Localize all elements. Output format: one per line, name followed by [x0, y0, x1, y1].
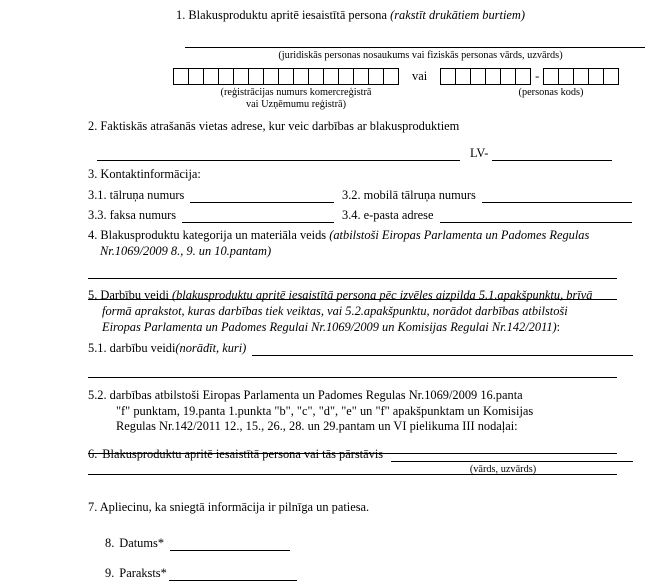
form-item-7 [88, 500, 633, 516]
item-1-number: 1. [176, 8, 186, 22]
item-3-3 [88, 208, 334, 223]
item-3-4-label: 3.4. e-pasta adrese [342, 207, 434, 222]
item-5-1-label-italic: (norādīt, kuri) [175, 340, 247, 355]
item-8-number: 8. [105, 536, 115, 550]
signature-field[interactable] [169, 568, 297, 581]
item-3-row-2 [88, 208, 633, 223]
registration-number-caption [171, 87, 421, 110]
item-3-row-1 [88, 188, 633, 203]
item-3-4 [342, 208, 632, 223]
email-field[interactable] [440, 209, 632, 222]
item-1-text: Blakusproduktu apritē iesaistītā persona [188, 8, 391, 22]
item-4-text-italic: (atbilstoši Eiropas Parlamenta un Padomes Regulas [329, 228, 590, 242]
registration-caption-line2: vai Uzņēmumu reģistrā) [245, 98, 347, 110]
item-5-colon: : [556, 319, 561, 334]
registration-caption-line1: (reģistrācijas numurs komercreģistrā [220, 87, 372, 99]
item-2-number: 2. [88, 119, 98, 133]
fax-number-field[interactable] [182, 209, 334, 222]
item-1-text-italic: (rakstīt drukātiem burtiem) [390, 8, 525, 22]
vai-label: vai [412, 69, 428, 84]
item-3-2-label: 3.2. mobilā tālruņa numurs [342, 187, 476, 202]
item-6-number: 6. [88, 447, 98, 461]
item-3-number: 3. [88, 167, 98, 181]
item-9-row [105, 566, 635, 581]
item-4-heading [88, 228, 633, 244]
code-box[interactable] [558, 68, 574, 85]
item-5-italic-line-3-wrap [102, 320, 633, 336]
item-2-heading [88, 119, 633, 135]
reg-box[interactable] [383, 68, 399, 85]
item-6-caption: (vārds, uzvārds) [469, 464, 537, 475]
reg-box[interactable] [278, 68, 294, 85]
item-5-2-line-3: Regulas Nr.142/2011 12., 15., 26., 28. un 29.pantam un VI pielikuma III nodaļai: [116, 419, 518, 434]
item-3-3-label: 3.3. faksa numurs [88, 207, 177, 222]
reg-box[interactable] [323, 68, 339, 85]
reg-box[interactable] [248, 68, 264, 85]
item-4-number: 4. [88, 228, 98, 242]
item-2-address-row [88, 145, 633, 161]
item-4-text-italic-2: Nr.1069/2009 8., 9. un 10.pantam) [100, 243, 272, 258]
reg-box[interactable] [218, 68, 234, 85]
item-5-1-row [88, 341, 633, 356]
item-5-heading [88, 288, 633, 304]
item-5-2-line-1: 5.2. darbības atbilstoši Eiropas Parlamenta un Padomes Regulas Nr.1069/2009 16.panta [88, 387, 523, 402]
item-1-heading [176, 8, 645, 24]
reg-box[interactable] [308, 68, 324, 85]
item-1-name-field[interactable] [185, 34, 645, 48]
item-7-text: Apliecinu, ka sniegtā informācija ir pilnīga un patiesa. [99, 500, 370, 514]
item-3-1 [88, 188, 334, 203]
form-item-8 [105, 536, 635, 551]
item-5-2-line-2: "f" punktam, 19.panta 1.punkta "b", "c", "d", "e" un "f" apakšpunktam un Komisijas [116, 403, 534, 418]
reg-box[interactable] [263, 68, 279, 85]
code-box[interactable] [543, 68, 559, 85]
registration-number-boxes[interactable] [173, 68, 399, 85]
item-2-address-field[interactable] [97, 147, 460, 161]
item-7-number: 7. [88, 500, 98, 514]
item-2-text: Faktiskās atrašanās vietas adrese, kur veic darbības ar blakusproduktiem [100, 119, 460, 133]
item-9-number: 9. [105, 566, 115, 580]
code-box[interactable] [440, 68, 456, 85]
form-item-9 [105, 566, 635, 581]
reg-box[interactable] [338, 68, 354, 85]
item-3-text: Kontaktinformācija: [100, 167, 201, 181]
code-box[interactable] [455, 68, 471, 85]
person-code-caption: (personas kods) [518, 87, 584, 99]
lv-prefix-label: LV- [470, 145, 489, 160]
code-box[interactable] [603, 68, 619, 85]
code-box[interactable] [485, 68, 501, 85]
item-4-text: Blakusproduktu kategorija un materiāla veids [100, 228, 330, 242]
item-1-code-captions [176, 85, 645, 111]
form-item-6 [88, 447, 633, 475]
reg-box[interactable] [233, 68, 249, 85]
reg-box[interactable] [353, 68, 369, 85]
person-code-boxes-left[interactable] [440, 68, 531, 85]
item-2-postal-code-field[interactable] [492, 147, 612, 161]
item-5-text-italic: (blakusproduktu apritē iesaistītā persona pēc izvēles aizpilda 5.1.apakšpunktu, brīvā [171, 288, 593, 302]
item-9-label: Paraksts* [119, 566, 167, 580]
item-3-1-label: 3.1. tālruņa numurs [88, 187, 185, 202]
reg-box[interactable] [173, 68, 189, 85]
item-5-1-field-line-2[interactable] [88, 364, 617, 378]
person-code-boxes-right[interactable] [543, 68, 619, 85]
item-7-heading [88, 500, 633, 516]
date-field[interactable] [170, 538, 290, 551]
phone-number-field[interactable] [190, 189, 334, 202]
form-item-3 [88, 167, 633, 223]
item-3-2 [342, 188, 632, 203]
mobile-number-field[interactable] [482, 189, 632, 202]
code-box[interactable] [515, 68, 531, 85]
form-item-2 [88, 119, 633, 161]
code-box[interactable] [500, 68, 516, 85]
item-8-label: Datums* [119, 536, 165, 550]
code-box[interactable] [573, 68, 589, 85]
item-8-row [105, 536, 635, 551]
reg-box[interactable] [293, 68, 309, 85]
item-5-number: 5. [88, 288, 98, 302]
item-3-heading [88, 167, 633, 183]
item-4-field-line-1[interactable] [88, 265, 617, 279]
code-box[interactable] [588, 68, 604, 85]
item-6-heading [88, 447, 633, 462]
code-separator-dash: - [535, 69, 540, 84]
reg-box[interactable] [368, 68, 384, 85]
item-5-italic-line-2: formā aprakstot, kuras darbības tiek veiktas, vai 5.2.apakšpunktu, norādot darbības atbilstoši [102, 303, 568, 318]
reg-box[interactable] [203, 68, 219, 85]
item-5-1-label: 5.1. darbību veidi [88, 340, 176, 355]
item-6-representative-field[interactable] [391, 449, 633, 462]
item-5-text: Darbību veidi [100, 288, 172, 302]
item-5-1-field[interactable] [252, 342, 633, 355]
form-item-1 [176, 8, 645, 111]
item-1-codes-row [173, 68, 645, 85]
code-box[interactable] [470, 68, 486, 85]
reg-box[interactable] [188, 68, 204, 85]
item-1-caption: (juridiskās personas nosaukums vai fiziskās personas vārds, uzvārds) [278, 49, 563, 61]
item-5-italic-line-3: Eiropas Parlamenta un Padomes Regulai Nr.1069/2009 un Komisijas Regulai Nr.142/2011) [102, 319, 557, 334]
item-6-text: Blakusproduktu apritē iesaistītā persona vai tās pārstāvis [102, 447, 384, 461]
